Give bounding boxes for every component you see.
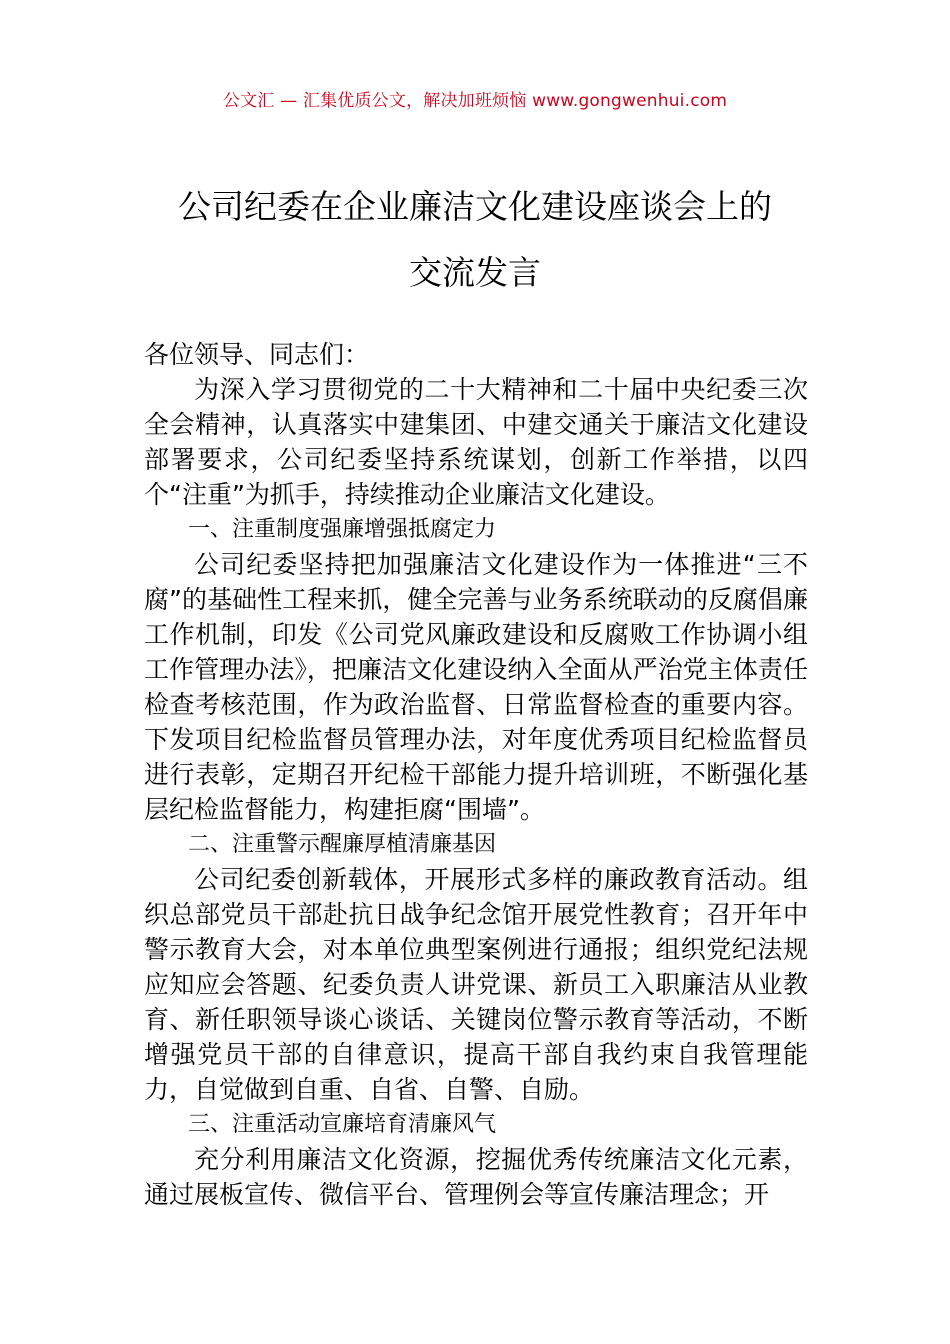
section-paragraph-3: 充分利用廉洁文化资源，挖掘优秀传统廉洁文化元素，通过展板宣传、微信平台、管理例会等宣传廉洁理念；开 [144, 1145, 808, 1209]
section-heading-2: 二、注重警示醒廉厚植清廉基因 [188, 832, 497, 857]
salutation: 各位领导、同志们： [144, 340, 370, 369]
section-paragraph-1: 公司纪委坚持把加强廉洁文化建设作为一体推进“三不腐”的基础性工程来抓，健全完善与业务系统联动的反腐倡廉工作机制，印发《公司党风廉政建设和反腐败工作协调小组工作管理办法》，把廉洁文化建设纳入全面从严治党主体责任检查考核范围，作为政治监督、日常监督检查的重要内容。下发项目纪检监督员管理办法，对年度优秀项目纪检监督员进行表彰，定期召开纪检干部能力提升培训班，不断强化基层纪检监督能力，构建拒腐“围墙”。 [144, 550, 808, 824]
document-body [144, 337, 808, 1212]
title-line-2: 交流发言 [409, 253, 541, 292]
title-line-1: 公司纪委在企业廉洁文化建设座谈会上的 [178, 187, 772, 226]
section-paragraph-2: 公司纪委创新载体，开展形式多样的廉政教育活动。组织总部党员干部赴抗日战争纪念馆开展党性教育；召开年中警示教育大会，对本单位典型案例进行通报；组织党纪法规应知应会答题、纪委负责人讲党课、新员工入职廉洁从业教育、新任职领导谈心谈话、关键岗位警示教育等活动，不断增强党员干部的自律意识，提高干部自我约束自我管理能力，自觉做到自重、自省、自警、自励。 [144, 865, 808, 1104]
document-title [0, 174, 950, 306]
section-heading-3: 三、注重活动宣廉培育清廉风气 [188, 1112, 497, 1137]
intro-paragraph: 为深入学习贯彻党的二十大精神和二十届中央纪委三次全会精神，认真落实中建集团、中建交通关于廉洁文化建设部署要求，公司纪委坚持系统谋划，创新工作举措，以四个“注重”为抓手，持续推动企业廉洁文化建设。 [144, 375, 808, 509]
section-heading-1: 一、注重制度强廉增强抵腐定力 [188, 517, 497, 542]
header-note[interactable]: 公文汇 — 汇集优质公文，解决加班烦恼 www.gongwenhui.com [222, 91, 728, 111]
